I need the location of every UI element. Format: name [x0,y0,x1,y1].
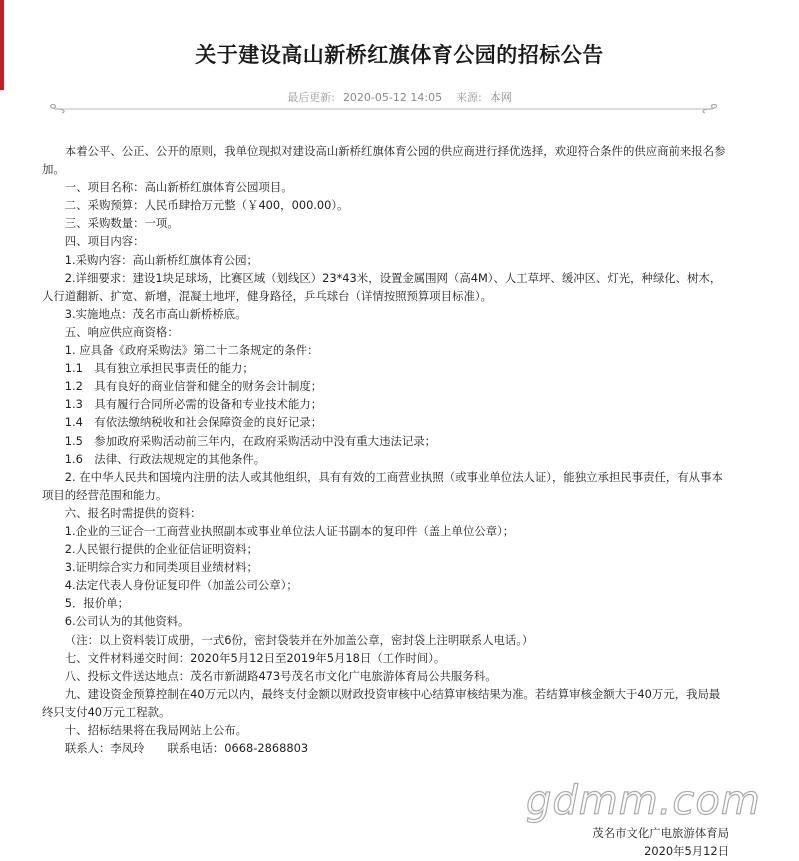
body-paragraph: 5．报价单； [64,596,129,611]
signature-org: 茂名市文化广电旅游体育局 [592,826,729,840]
updated-label: 最后更新: [287,91,335,104]
body-paragraph: 4.法定代表人身份证复印件（加盖公司公章）； [64,578,298,593]
body-paragraph: 四、项目内容： [64,234,145,249]
body-paragraph: 2.人民银行提供的企业征信证明资料； [64,542,258,557]
body-paragraph: 三、采购数量：一项。 [64,216,179,231]
body-paragraph: 1.3 具有履行合同所必需的设备和专业技术能力； [64,397,323,412]
page-title: 关于建设高山新桥红旗体育公园的招标公告 [195,43,604,67]
body-paragraph: 1.企业的三证合一工商营业执照副本或事业单位法人证书副本的复印件（盖上单位公章）； [64,523,515,538]
body-paragraph: 七、文件材料递交时间：2020年5月12日至2019年5月18日（工作时间）。 [64,650,446,665]
body-paragraph: 3.证明综合实力和同类项目业绩材料； [64,560,258,575]
article-body [42,142,727,757]
body-paragraph: 6.公司认为的其他资料。 [64,614,190,629]
body-paragraph: 六、报名时需提供的资料： [64,505,202,520]
body-paragraph: 2. 在中华人民共和国境内注册的法人或其他组织，具有有效的工商营业执照（或事业单位法人证），能独立承担民事责任，有从事本项目的经营范围和能力。 [42,469,723,502]
body-paragraph: 1.6 法律、行政法规规定的其他条件。 [64,451,266,466]
body-paragraph: 九、建设资金预算控制在40万元以内，最终支付金额以财政投资审核中心结算审核结果为准。若结算审核金额大于40万元，我局最终只支付40万元工程款。 [42,686,721,719]
body-paragraph: 1.5 参加政府采购活动前三年内，在政府采购活动中没有重大违法记录； [64,433,437,448]
body-paragraph: 1.1 具有独立承担民事责任的能力； [64,361,254,376]
source-label: 来源: [456,91,482,104]
body-paragraph: 1.4 有依法缴纳税收和社会保障资金的良好记录； [64,415,323,430]
body-paragraph: 3.实施地点：茂名市高山新桥桥底。 [64,306,247,321]
body-paragraph: 二、采购预算：人民币肆拾万元整（￥400，000.00）。 [64,198,349,213]
source-value: 本网 [489,91,512,104]
body-paragraph: 2.详细要求：建设1块足球场，比赛区域（划线区）23*43米，设置金属围网（高4M）、人工草坪、缓冲区、灯光，种绿化、树木，人行道翻新、扩宽、新增，混凝土地坪，健身路径，乒乓球台（详情按照预算项目标准）。 [42,270,722,303]
body-paragraph: 联系人：李凤玲 联系电话：0668-2868803 [64,741,309,756]
body-paragraph: 一、项目名称：高山新桥红旗体育公园项目。 [64,180,293,195]
body-paragraph: 1.2 具有良好的商业信誉和健全的财务会计制度； [64,379,323,394]
body-paragraph: 八、投标文件送达地点：茂名市新湖路473号茂名市文化广电旅游体育局公共服务科。 [64,668,497,683]
article-meta [0,89,799,105]
updated-value: 2020-05-12 14:05 [342,91,443,104]
ornament-divider [40,104,727,114]
watermark-text: gdmm.com [526,778,761,824]
signature-date: 2020年5月12日 [644,844,729,858]
body-paragraph: 1.采购内容：高山新桥红旗体育公园； [64,252,258,267]
body-paragraph: 1. 应具备《政府采购法》第二十二条规定的条件： [64,343,319,358]
body-paragraph: 五、响应供应商资格： [64,324,179,339]
body-paragraph: （注：以上资料装订成册，一式6份，密封袋装并在外加盖公章，密封袋上注明联系人电话。） [64,632,534,647]
body-paragraph: 十、招标结果将在我局网站上公布。 [64,723,248,737]
signature-block [592,824,729,860]
intro-paragraph: 本着公平、公正、公开的原则，我单位现拟对建设高山新桥红旗体育公园的供应商进行择优选择，欢迎符合条件的供应商前来报名参加。 [42,144,726,177]
